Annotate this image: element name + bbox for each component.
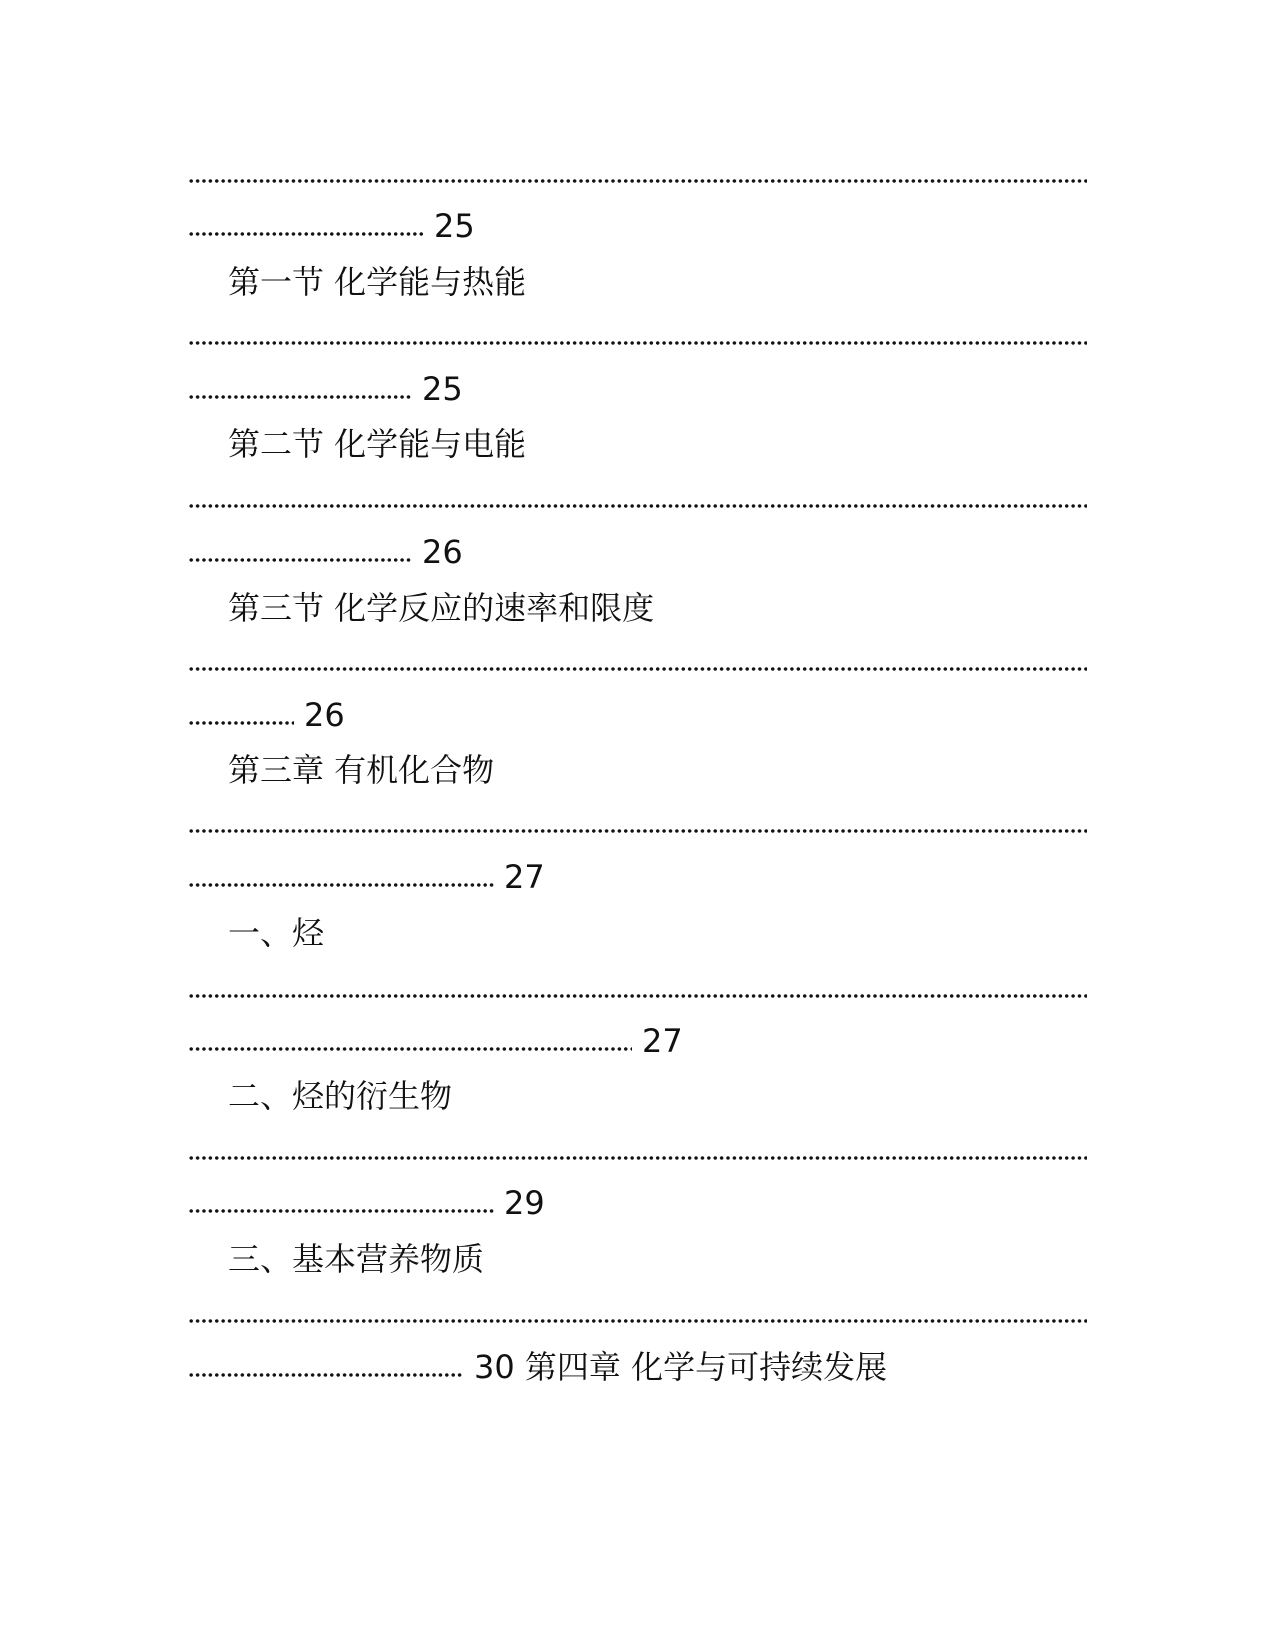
leader-dots [188, 1208, 494, 1214]
toc-entry-title[interactable]: 第一节 化学能与热能 [228, 263, 527, 301]
toc-entry-title[interactable]: 第四章 化学与可持续发展 [524, 1348, 888, 1386]
leader-dots-row [188, 1318, 1087, 1324]
toc-page-number: 26 [304, 696, 345, 734]
leader-dots [188, 394, 412, 400]
leader-dots-row [188, 828, 1087, 834]
toc-page-number: 27 [642, 1022, 683, 1060]
toc-page-number: 25 [422, 370, 463, 408]
toc-entry-title[interactable]: 一、烃 [228, 914, 325, 952]
toc-page-line [188, 857, 545, 897]
toc-entry-title[interactable]: 第三章 有机化合物 [228, 751, 495, 789]
leader-dots [188, 882, 494, 888]
leader-dots-row [188, 178, 1087, 184]
leader-dots [188, 231, 424, 237]
toc-page-number: 25 [434, 207, 475, 245]
toc-page-line [188, 369, 463, 409]
toc-entry-title[interactable]: 二、烃的衍生物 [228, 1077, 453, 1115]
leader-dots-row [188, 340, 1087, 346]
toc-page-line [188, 532, 463, 572]
toc-entry-title[interactable]: 第二节 化学能与电能 [228, 425, 527, 463]
leader-dots-row [188, 666, 1087, 672]
toc-page-number: 26 [422, 533, 463, 571]
toc-page-line [188, 1021, 683, 1061]
toc-page-number: 29 [504, 1184, 545, 1222]
toc-page-line [188, 1183, 545, 1223]
toc-page-line [188, 1347, 887, 1387]
leader-dots-row [188, 993, 1087, 999]
leader-dots [188, 1372, 464, 1378]
toc-entry-title[interactable]: 第三节 化学反应的速率和限度 [228, 589, 655, 627]
leader-dots-row [188, 503, 1087, 509]
toc-entry-title[interactable]: 三、基本营养物质 [228, 1240, 485, 1278]
leader-dots-row [188, 1155, 1087, 1161]
toc-page-line [188, 206, 475, 246]
toc-page-number: 27 [504, 858, 545, 896]
leader-dots [188, 557, 412, 563]
leader-dots [188, 1046, 632, 1052]
leader-dots [188, 720, 294, 726]
toc-page-number: 30 [474, 1348, 515, 1386]
toc-page-line [188, 695, 345, 735]
